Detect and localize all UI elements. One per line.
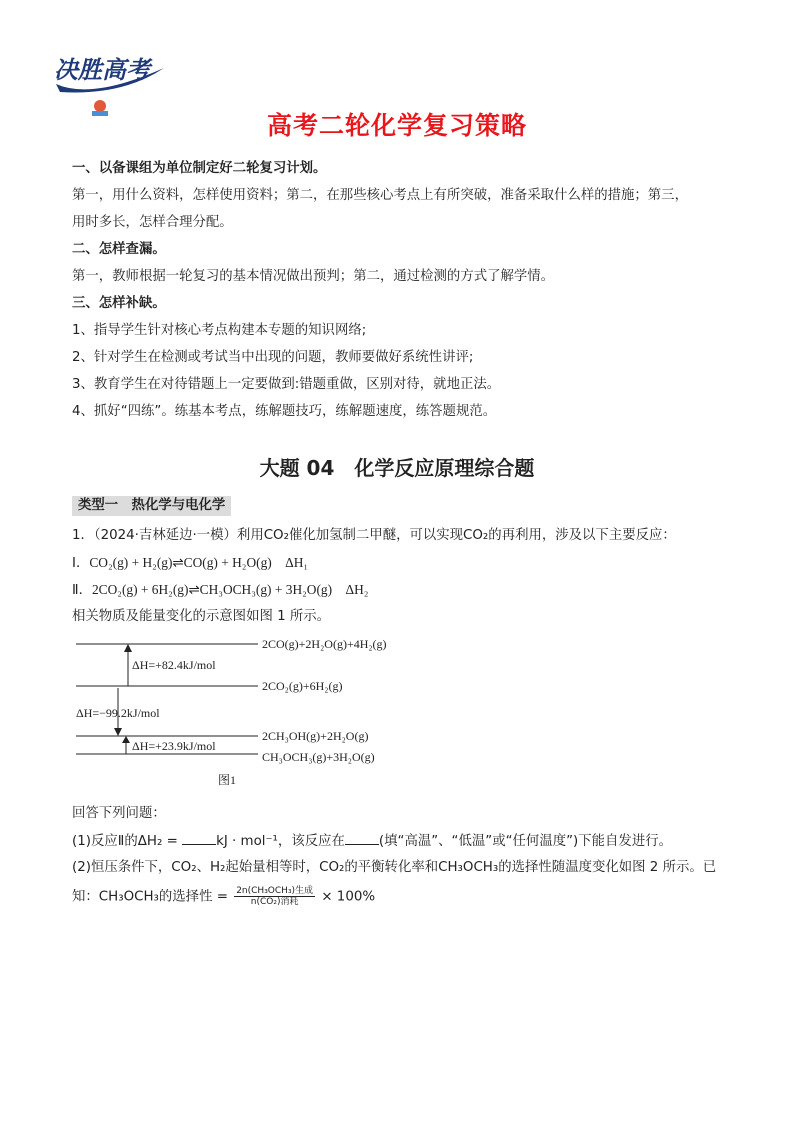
question-2-part-c: × 100% <box>317 889 376 905</box>
arrow-3-head <box>122 736 130 743</box>
answer-prompt: 回答下列问题： <box>72 806 166 821</box>
strategy-para-2: 第一，教师根据一轮复习的基本情况做出预判；第二，通过检测的方式了解学情。 <box>72 269 555 284</box>
level-label-2: 2CO₂(g)+6H₂(g) <box>262 679 343 693</box>
logo-text: 决胜高考 <box>54 55 150 84</box>
question-1 <box>72 832 672 851</box>
strategy-para-1b: 用时多长，怎样合理分配。 <box>72 215 233 230</box>
figure-caption: 图1 <box>218 773 237 787</box>
question-intro: 1．（2024·吉林延边·一模）利用CO₂催化加氢制二甲醚，可以实现CO₂的再利用，涉及以下主要反应： <box>72 528 676 543</box>
strategy-item-3: 3、教育学生在对待错题上一定要做到:错题重做，区别对待，就地正法。 <box>72 377 501 392</box>
strategy-heading-3: 三、怎样补缺。 <box>72 296 166 311</box>
answer-blank-2[interactable] <box>345 832 379 845</box>
question-1-part-a: (1)反应Ⅱ的ΔH₂ = <box>72 834 183 849</box>
fraction-numerator: 2n(CH₃OCH₃)生成 <box>236 886 314 896</box>
section-title: 大题 04 化学反应原理综合题 <box>259 456 535 480</box>
strategy-item-2: 2、针对学生在检测或考试当中出现的问题，教师要做好系统性讲评; <box>72 350 474 365</box>
figure-reference: 相关物质及能量变化的示意图如图 1 所示。 <box>72 609 331 624</box>
question-2-line-2 <box>72 886 375 907</box>
strategy-heading-2: 二、怎样查漏。 <box>72 242 166 257</box>
reaction-2-label: Ⅱ． <box>72 583 92 598</box>
level-label-3: 2CH₃OH(g)+2H₂O(g) <box>262 729 369 743</box>
arrow-1-head <box>124 644 132 652</box>
dh-label-3: ΔH=+23.9kJ/mol <box>132 739 216 753</box>
reaction-1 <box>72 554 308 573</box>
type-badge: 类型一 热化学与电化学 <box>72 496 231 516</box>
reaction-2 <box>72 581 368 600</box>
level-label-4: CH₃OCH₃(g)+3H₂O(g) <box>262 750 375 764</box>
question-2-part-b: 知：CH₃OCH₃的选择性 = <box>72 889 233 905</box>
reaction-2-equation: 2CO₂(g) + 6H₂(g)⇌CH₃OCH₃(g) + 3H₂O(g) ΔH₂ <box>91 582 369 597</box>
dh-label-1: ΔH=+82.4kJ/mol <box>132 658 216 672</box>
dh-label-2: ΔH=−99.2kJ/mol <box>76 706 160 720</box>
page-title: 高考二轮化学复习策略 <box>266 111 527 140</box>
question-1-part-b: kJ · mol⁻¹，该反应在 <box>216 834 345 849</box>
answer-blank-1[interactable] <box>182 832 216 845</box>
question-2-line-1: (2)恒压条件下，CO₂、H₂起始量相等时，CO₂的平衡转化率和CH₃OCH₃的选择性随温度变化如图 2 所示。已 <box>72 860 717 875</box>
strategy-item-1: 1、指导学生针对核心考点构建本专题的知识网络; <box>72 323 367 338</box>
reaction-1-equation: CO₂(g) + H₂(g)⇌CO(g) + H₂O(g) ΔH₁ <box>89 555 309 570</box>
question-1-part-c: (填“高温”、“低温”或“任何温度”)下能自发进行。 <box>378 834 672 849</box>
strategy-heading-1: 一、以备课组为单位制定好二轮复习计划。 <box>72 161 327 176</box>
arrow-2-head <box>114 728 122 736</box>
selectivity-fraction <box>234 886 315 907</box>
strategy-para-1a: 第一，用什么资料，怎样使用资料；第二，在那些核心考点上有所突破，准备采取什么样的措施；第三， <box>72 188 688 203</box>
fraction-denominator: n(CO₂)消耗 <box>250 897 299 907</box>
reaction-1-label: Ⅰ． <box>72 556 90 571</box>
energy-diagram <box>72 632 412 792</box>
level-label-1: 2CO(g)+2H₂O(g)+4H₂(g) <box>262 637 387 651</box>
strategy-item-4: 4、抓好“四练”。练基本考点，练解题技巧，练解题速度，练答题规范。 <box>72 404 497 419</box>
